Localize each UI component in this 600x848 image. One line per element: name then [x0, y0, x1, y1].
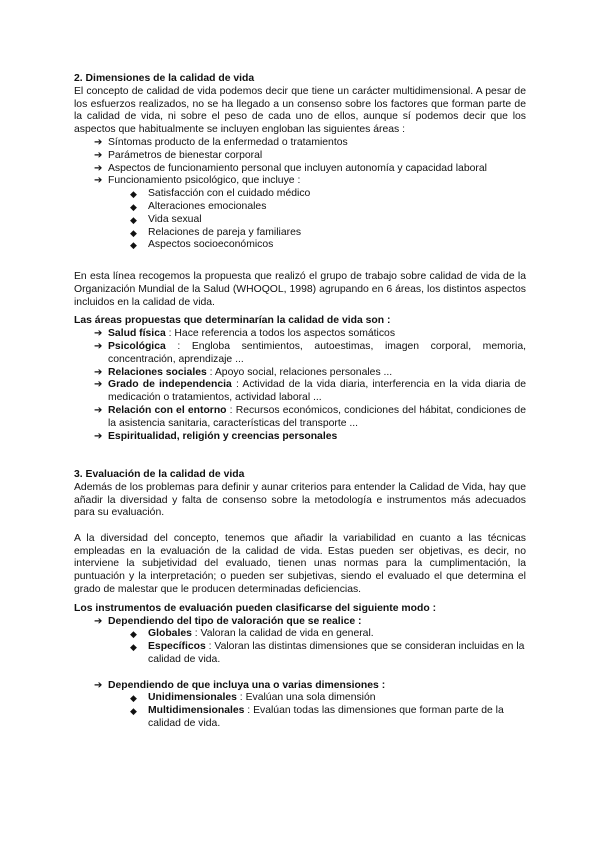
list-item: ➔ Espiritualidad, religión y creencias personales: [94, 430, 338, 442]
arrow-icon: ➔: [94, 340, 103, 352]
diamond-icon: ◆: [130, 629, 137, 640]
document-page: [74, 73, 526, 731]
arrow-icon: ➔: [94, 175, 103, 187]
psych-items-list: [74, 188, 526, 252]
list-item: ➔ Relación con el entorno : Recursos económicos, condiciones del hábitat, condiciones de la asistencia sanitaria, características del transporte ...: [94, 404, 526, 429]
proposed-areas-list: [74, 328, 526, 443]
whoqol-paragraph: En esta línea recogemos la propuesta que realizó el grupo de trabajo sobre calidad de vida de la Organización Mundial de la Salud (WHOQOL, 1998) agrupando en 6 áreas, los distintos aspectos incluidos en la calidad de vida.: [74, 270, 526, 308]
arrow-icon: ➔: [94, 430, 103, 442]
section-3-paragraph-1: Además de los problemas para definir y aunar criterios para entender la Calidad de Vida, hay que añadir la diversidad y falta de consenso sobre la metodología e instrumentos más adecuados para su evaluación.: [74, 481, 526, 519]
arrow-icon: ➔: [94, 328, 103, 340]
diamond-icon: ◆: [130, 189, 137, 200]
section-3-title: 3. Evaluación de la calidad de vida: [74, 468, 245, 480]
arrow-icon: ➔: [94, 615, 103, 627]
list-item: ◆ Alteraciones emocionales: [130, 200, 267, 212]
list-item: ◆ Unidimensionales : Evalúan una sola dimensión: [130, 692, 376, 704]
list-item: ◆ Globales : Valoran la calidad de vida en general.: [130, 628, 374, 640]
section-2-title: 2. Dimensiones de la calidad de vida: [74, 73, 255, 84]
instrument-group-2: [74, 680, 526, 693]
list-item: ➔ Dependiendo del tipo de valoración que se realice :: [94, 615, 362, 627]
section-3-paragraph-2: A la diversidad del concepto, tenemos que añadir la variabilidad en cuanto a las técnicas empleadas en la evaluación de la calidad de vida. Estas pueden ser objetivas, es decir, no interviene la subjetividad del evaluado, tienen unas normas para la cumplimentación, la puntuación y la interpretación; o pueden ser subjetivas, siendo el evaluado el que determina el grado de malestar que le producen determinadas deficiencias.: [74, 532, 526, 596]
list-item: ➔ Psicológica : Engloba sentimientos, autoestimas, imagen corporal, memoria, concentración, aprendizaje ...: [94, 340, 526, 365]
list-item: ➔ Relaciones sociales : Apoyo social, relaciones personales ...: [94, 366, 393, 378]
list-item: ➔ Dependiendo de que incluya una o varias dimensiones :: [94, 679, 386, 691]
arrow-icon: ➔: [94, 162, 103, 174]
diamond-icon: ◆: [130, 642, 137, 653]
list-item: ➔ Salud física : Hace referencia a todos los aspectos somáticos: [94, 328, 396, 340]
list-item: ◆ Específicos : Valoran las distintas dimensiones que se consideran incluidas en la calidad de vida.: [130, 641, 525, 666]
arrow-icon: ➔: [94, 366, 103, 378]
instrument-group-2-items: [74, 692, 526, 730]
list-item: ◆ Multidimensionales : Evalúan todas las dimensiones que forman parte de la calidad de vida.: [130, 705, 504, 730]
list-item: ➔ Funcionamiento psicológico, que incluye :: [94, 175, 301, 187]
areas-list: [74, 137, 526, 188]
list-item: ◆ Vida sexual: [130, 213, 202, 225]
diamond-icon: ◆: [130, 201, 137, 212]
diamond-icon: ◆: [130, 214, 137, 225]
list-item: ➔ Aspectos de funcionamiento personal que incluyen autonomía y capacidad laboral: [94, 162, 487, 174]
list-item: ➔ Síntomas producto de la enfermedad o tratamientos: [94, 136, 348, 148]
list-item: ➔ Parámetros de bienestar corporal: [94, 149, 263, 161]
diamond-icon: ◆: [130, 240, 137, 251]
list-item: ◆ Aspectos socioeconómicos: [130, 239, 274, 251]
instrument-group-1: [74, 616, 526, 629]
instrument-group-1-items: [74, 628, 526, 666]
proposed-areas-heading: Las áreas propuestas que determinarían la calidad de vida son :: [74, 315, 391, 327]
arrow-icon: ➔: [94, 149, 103, 161]
diamond-icon: ◆: [130, 706, 137, 717]
list-item: ◆ Satisfacción con el cuidado médico: [130, 188, 311, 200]
list-item: ◆ Relaciones de pareja y familiares: [130, 226, 302, 238]
diamond-icon: ◆: [130, 227, 137, 238]
instruments-heading: Los instrumentos de evaluación pueden clasificarse del siguiente modo :: [74, 602, 437, 614]
list-item: ➔ Grado de independencia : Actividad de la vida diaria, interferencia en la vida diaria de medicación o tratamientos, actividad laboral ...: [94, 379, 527, 404]
diamond-icon: ◆: [130, 693, 137, 704]
arrow-icon: ➔: [94, 379, 103, 391]
arrow-icon: ➔: [94, 136, 103, 148]
section-2-intro: El concepto de calidad de vida podemos decir que tiene un carácter multidimensional. A pesar de los esfuerzos realizados, no se ha llegado a un consenso sobre los factores que forman parte de la calidad de vida, ni sobre el peso de cada uno de ellos, aunque sí podemos decir que los aspectos que habitualmente se incluyen engloban las siguientes áreas :: [74, 85, 526, 136]
arrow-icon: ➔: [94, 679, 103, 691]
arrow-icon: ➔: [94, 404, 103, 416]
